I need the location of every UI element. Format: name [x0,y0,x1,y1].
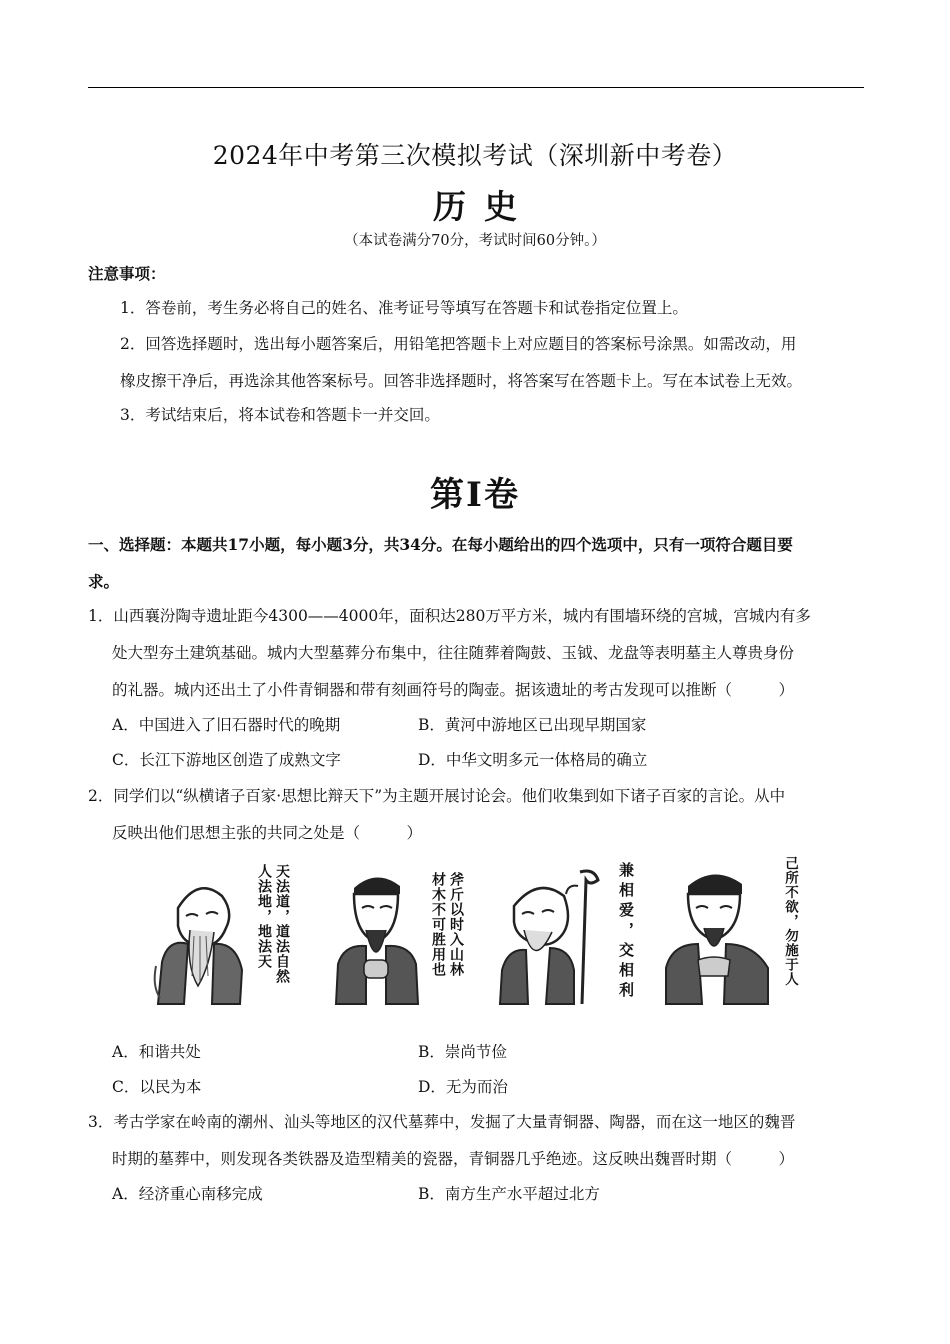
exam-title: 2024年中考第三次模拟考试（深圳新中考卷） [212,141,738,170]
notice-item: 3．考试结束后，将本试卷和答题卡一并交回。 [120,406,440,424]
option-c[interactable]: C．长江下游地区创造了成熟文字 [112,751,341,769]
option-a[interactable]: A．经济重心南移完成 [112,1185,263,1203]
option-b[interactable]: B．黄河中游地区已出现早期国家 [418,716,647,734]
notice-item: 2．回答选择题时，选出每小题答案后，用铅笔把答题卡上对应题目的答案标号涂黑。如需改动，用 [120,335,797,353]
top-rule [88,87,864,88]
question-stem-line: 的礼器。城内还出土了小件青铜器和带有刻画符号的陶壶。据该遗址的考古发现可以推断（ ） [112,681,795,699]
section-title: 第Ⅰ卷 [430,475,520,515]
notice-item: 橡皮擦干净后，再选涂其他答案标号。回答非选择题时，将答案写在答题卡上。写在本试卷上无效。 [120,372,803,390]
philosopher-portrait-laozi [148,866,248,1006]
notice-item: 1．答卷前，考生务必将自己的姓名、准考证号等填写在答题卡和试卷指定位置上。 [120,299,688,317]
quote-laozi-1: 天法道，道法自然 [274,864,290,984]
option-a[interactable]: A．和谐共处 [112,1043,201,1061]
question-stem-line: 2．同学们以“纵横诸子百家·思想比辩天下”为主题开展讨论会。他们收集到如下诸子百家的言论。从中 [88,787,786,805]
question-stem-line: 处大型夯土建筑基础。城内大型墓葬分布集中，往往随葬着陶鼓、玉钺、龙盘等表明墓主人尊贵身份 [112,644,795,662]
philosopher-portrait-confucius [658,864,774,1006]
quote-laozi-2: 人法地，地法天 [256,864,272,969]
option-c[interactable]: C．以民为本 [112,1078,202,1096]
question-stem-line: 3．考古学家在岭南的潮州、汕头等地区的汉代墓葬中，发掘了大量青铜器、陶器，而在这一地区的魏晋 [88,1113,796,1131]
quote-mencius-1: 斧斤以时入山林 [448,872,464,977]
section-instructions: 一、选择题：本题共17小题，每小题3分，共34分。在每小题给出的四个选项中，只有一项符合题目要 [88,535,793,554]
quote-mencius-2: 材木不可胜用也 [430,872,446,977]
philosophers-illustration [148,858,802,1010]
question-stem-line: 反映出他们思想主张的共同之处是（ ） [112,824,423,842]
score-note: （本试卷满分70分，考试时间60分钟。） [344,233,606,249]
question-stem-line: 1．山西襄汾陶寺遗址距今4300——4000年，面积达280万平方米，城内有围墙环绕的宫城，宫城内有多 [88,607,811,625]
notice-label: 注意事项： [88,264,166,283]
subject-title: 历史 [433,187,535,226]
option-d[interactable]: D．中华文明多元一体格局的确立 [418,751,648,769]
option-d[interactable]: D．无为而治 [418,1078,508,1096]
philosopher-portrait-mencius [326,864,426,1006]
option-b[interactable]: B．崇尚节俭 [418,1043,507,1061]
quote-mozi: 兼相爱，交相利 [617,862,635,1002]
section-instructions: 求。 [88,572,120,591]
quote-confucius: 己所不欲，勿施于人 [782,856,798,987]
question-stem-line: 时期的墓葬中，则发现各类铁器及造型精美的瓷器，青铜器几乎绝迹。这反映出魏晋时期（ ） [112,1150,795,1168]
philosopher-portrait-mozi [494,866,610,1006]
option-b[interactable]: B．南方生产水平超过北方 [418,1185,600,1203]
option-a[interactable]: A．中国进入了旧石器时代的晚期 [112,716,341,734]
